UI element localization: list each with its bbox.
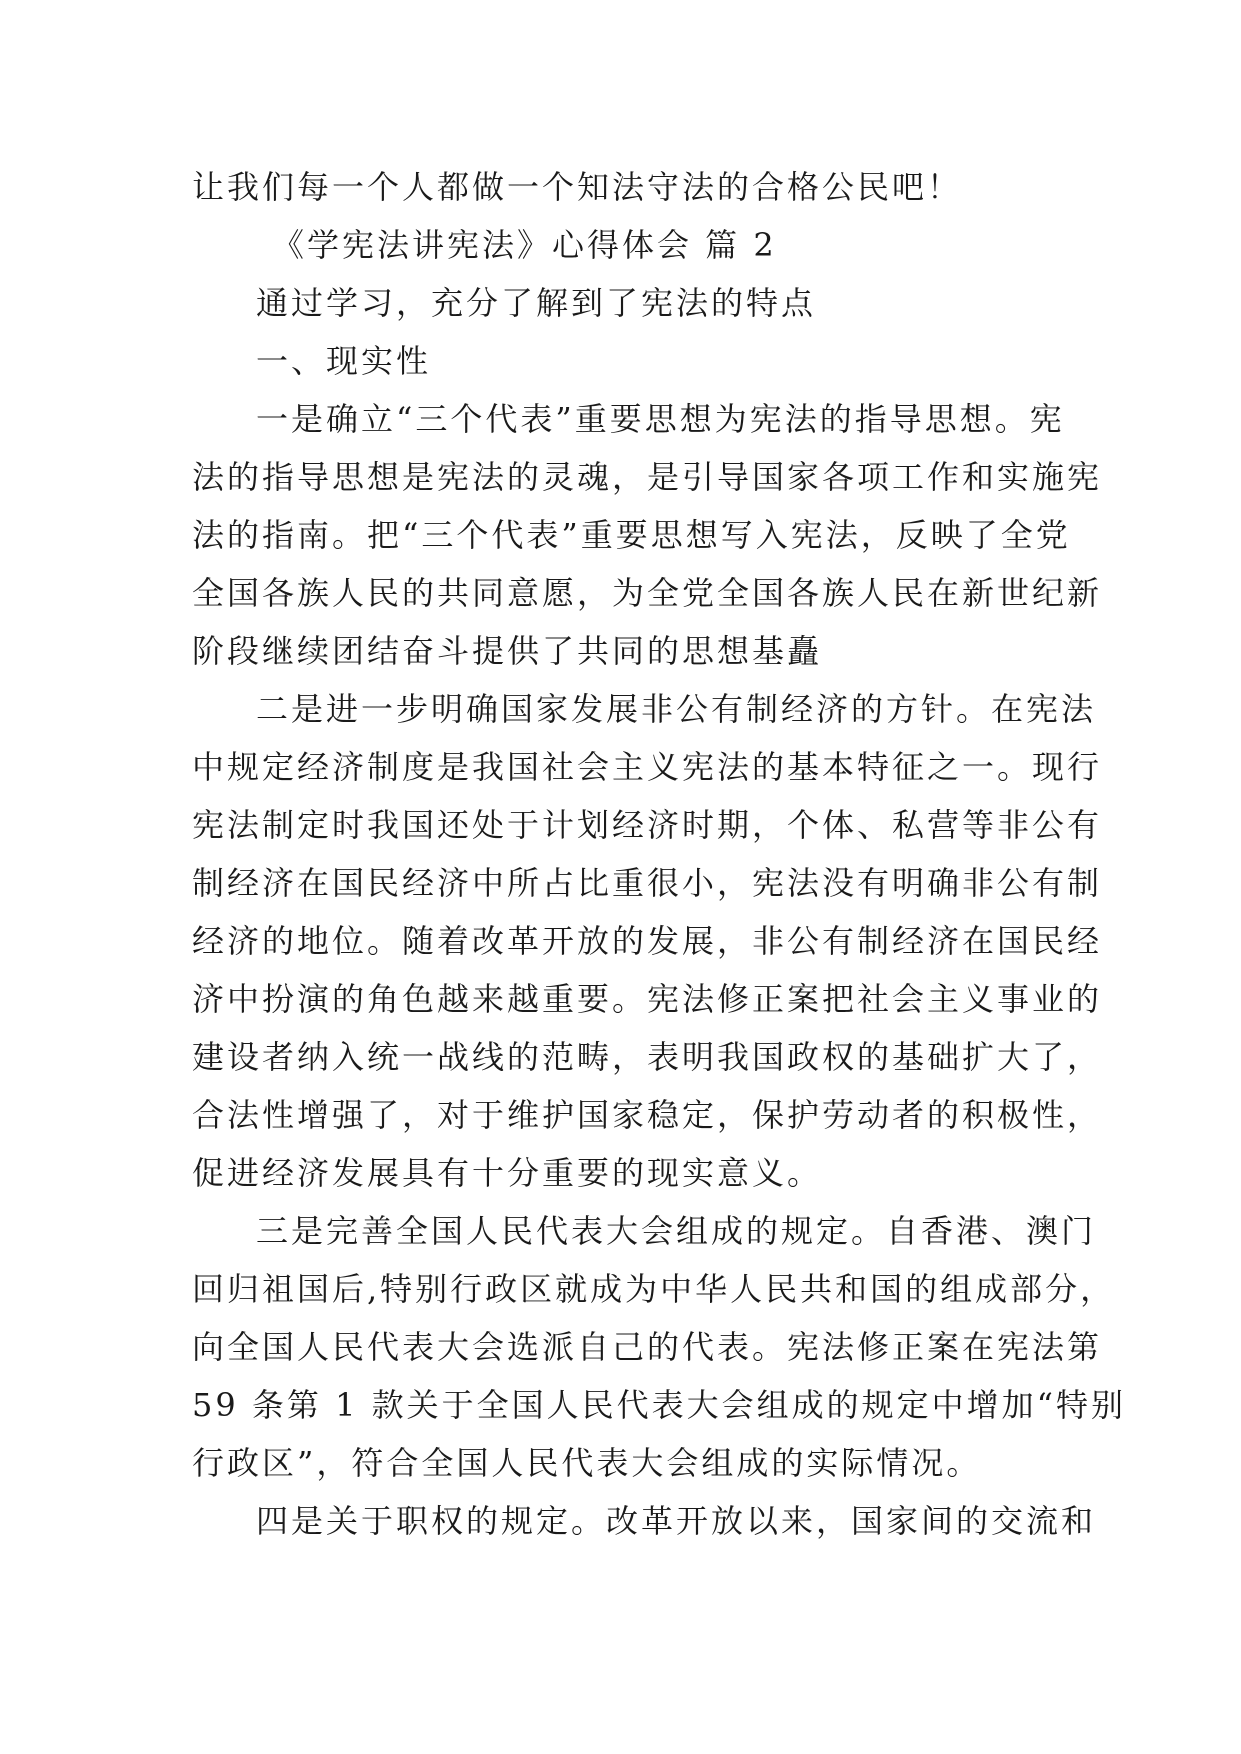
paragraph-2-line-8: 合法性增强了，对于维护国家稳定，保护劳动者的积极性， [192,1096,1103,1134]
paragraph-3-line-5: 行政区”，符合全国人民代表大会组成的实际情况。 [192,1444,982,1482]
paragraph-2-line-6: 济中扮演的角色越来越重要。宪法修正案把社会主义事业的 [192,980,1103,1018]
paragraph-1-line-2: 法的指导思想是宪法的灵魂，是引导国家各项工作和实施宪 [192,458,1103,496]
paragraph-2-line-1: 二是进一步明确国家发展非公有制经济的方针。在宪法 [256,690,1097,728]
paragraph-2-line-3: 宪法制定时我国还处于计划经济时期，个体、私营等非公有 [192,806,1103,844]
paragraph-3-line-4: 59 条第 1 款关于全国人民代表大会组成的规定中增加“特别 [192,1386,1126,1424]
paragraph-1-line-1: 一是确立“三个代表”重要思想为宪法的指导思想。宪 [256,400,1065,438]
paragraph-2-line-4: 制经济在国民经济中所占比重很小，宪法没有明确非公有制 [192,864,1103,902]
paragraph-1-line-4: 全国各族人民的共同意愿，为全党全国各族人民在新世纪新 [192,574,1103,612]
paragraph-3-line-3: 向全国人民代表大会选派自己的代表。宪法修正案在宪法第 [192,1328,1103,1366]
section-heading: 《学宪法讲宪法》心得体会 篇 2 [272,226,777,264]
closing-sentence: 让我们每一个人都做一个知法守法的合格公民吧！ [192,168,963,206]
intro-sentence: 通过学习，充分了解到了宪法的特点 [256,284,817,322]
document-body [192,158,1126,1550]
paragraph-3-line-1: 三是完善全国人民代表大会组成的规定。自香港、澳门 [256,1212,1097,1250]
paragraph-1-line-3: 法的指南。把“三个代表”重要思想写入宪法，反映了全党 [192,516,1071,554]
paragraph-4-line-1: 四是关于职权的规定。改革开放以来，国家间的交流和 [256,1502,1097,1540]
subheading: 一、现实性 [256,342,432,380]
paragraph-1-line-5: 阶段继续团结奋斗提供了共同的思想基矗 [192,632,823,670]
paragraph-2-line-7: 建设者纳入统一战线的范畴，表明我国政权的基础扩大了， [192,1038,1103,1076]
paragraph-2-line-5: 经济的地位。随着改革开放的发展，非公有制经济在国民经 [192,922,1103,960]
paragraph-3-line-2: 回归祖国后,特别行政区就成为中华人民共和国的组成部分， [192,1270,1116,1308]
paragraph-2-line-2: 中规定经济制度是我国社会主义宪法的基本特征之一。现行 [192,748,1103,786]
paragraph-2-line-9: 促进经济发展具有十分重要的现实意义。 [192,1154,823,1192]
